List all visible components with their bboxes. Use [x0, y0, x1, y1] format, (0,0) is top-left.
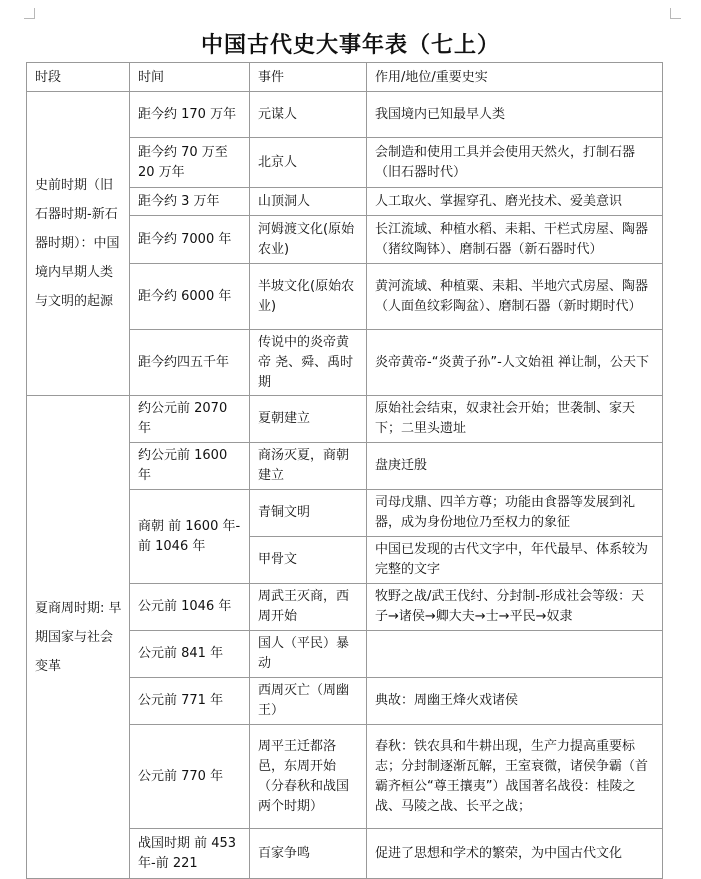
column-header-time: 时间	[130, 63, 250, 92]
event-cell: 商汤灭夏，商朝建立	[250, 443, 367, 490]
event-cell: 半坡文化(原始农业)	[250, 264, 367, 330]
note-cell: 典故：周幽王烽火戏诸侯	[367, 678, 663, 725]
event-cell: 周平王迁都洛邑，东周开始（分春秋和战国两个时期）	[250, 725, 367, 829]
page-title: 中国古代史大事年表（七上）	[200, 32, 500, 58]
column-header-event: 事件	[250, 63, 367, 92]
time-cell: 公元前 770 年	[130, 725, 250, 829]
event-cell: 甲骨文	[250, 537, 367, 584]
note-cell: 牧野之战/武王伐纣、分封制-形成社会等级：天子→诸侯→卿大夫→士→平民→奴隶	[367, 584, 663, 631]
time-cell: 距今约 170 万年	[130, 92, 250, 138]
time-cell: 公元前 1046 年	[130, 584, 250, 631]
time-cell: 距今约 70 万至 20 万年	[130, 138, 250, 188]
period-cell: 夏商周时期: 早期国家与社会变革	[27, 396, 130, 879]
time-cell: 距今约 6000 年	[130, 264, 250, 330]
event-cell: 夏朝建立	[250, 396, 367, 443]
history-table	[26, 62, 663, 879]
event-cell: 周武王灭商，西周开始	[250, 584, 367, 631]
event-cell: 青铜文明	[250, 490, 367, 537]
time-cell: 距今约 7000 年	[130, 216, 250, 264]
event-cell: 西周灭亡（周幽王）	[250, 678, 367, 725]
time-cell: 距今约 3 万年	[130, 188, 250, 216]
time-cell: 商朝 前 1600 年-前 1046 年	[130, 490, 250, 584]
note-cell: 盘庚迁殷	[367, 443, 663, 490]
page-corner-mark-left	[24, 8, 35, 19]
event-cell: 国人（平民）暴动	[250, 631, 367, 678]
time-cell: 约公元前 2070 年	[130, 396, 250, 443]
note-cell: 炎帝黄帝-“炎黄子孙”-人文始祖 禅让制，公天下	[367, 330, 663, 396]
event-cell: 北京人	[250, 138, 367, 188]
column-header-significance: 作用/地位/重要史实	[367, 63, 663, 92]
event-cell: 河姆渡文化(原始农业)	[250, 216, 367, 264]
note-cell: 促进了思想和学术的繁荣，为中国古代文化	[367, 829, 663, 879]
note-cell: 春秋：铁农具和牛耕出现，生产力提高重要标志；分封制逐渐瓦解，王室衰微，诸侯争霸（首霸齐桓公“尊王攘夷”）战国著名战役：桂陵之战、马陵之战、长平之战；	[367, 725, 663, 829]
note-cell: 会制造和使用工具并会使用天然火，打制石器（旧石器时代）	[367, 138, 663, 188]
note-cell: 人工取火、掌握穿孔、磨光技术、爱美意识	[367, 188, 663, 216]
event-cell: 百家争鸣	[250, 829, 367, 879]
event-cell: 山顶洞人	[250, 188, 367, 216]
column-header-period: 时段	[27, 63, 130, 92]
table-row	[27, 92, 663, 138]
note-cell: 原始社会结束，奴隶社会开始；世袭制、家天下；二里头遗址	[367, 396, 663, 443]
note-cell	[367, 631, 663, 678]
event-cell: 传说中的炎帝黄帝 尧、舜、禹时期	[250, 330, 367, 396]
time-cell: 公元前 771 年	[130, 678, 250, 725]
event-cell: 元谋人	[250, 92, 367, 138]
note-cell: 我国境内已知最早人类	[367, 92, 663, 138]
note-cell: 中国已发现的古代文字中，年代最早、体系较为完整的文字	[367, 537, 663, 584]
period-cell: 史前时期（旧石器时期-新石器时期）：中国境内早期人类与文明的起源	[27, 92, 130, 396]
note-cell: 黄河流域、种植粟、耒耜、半地穴式房屋、陶器（人面鱼纹彩陶盆）、磨制石器（新时期时代）	[367, 264, 663, 330]
note-cell: 长江流域、种植水稻、耒耜、干栏式房屋、陶器（猪纹陶钵）、磨制石器（新石器时代）	[367, 216, 663, 264]
page-corner-mark-right	[670, 8, 681, 19]
time-cell: 约公元前 1600 年	[130, 443, 250, 490]
time-cell: 公元前 841 年	[130, 631, 250, 678]
table-row	[27, 396, 663, 443]
time-cell: 距今约四五千年	[130, 330, 250, 396]
note-cell: 司母戊鼎、四羊方尊；功能由食器等发展到礼器，成为身份地位乃至权力的象征	[367, 490, 663, 537]
table-header-row	[27, 63, 663, 92]
time-cell: 战国时期 前 453 年-前 221	[130, 829, 250, 879]
